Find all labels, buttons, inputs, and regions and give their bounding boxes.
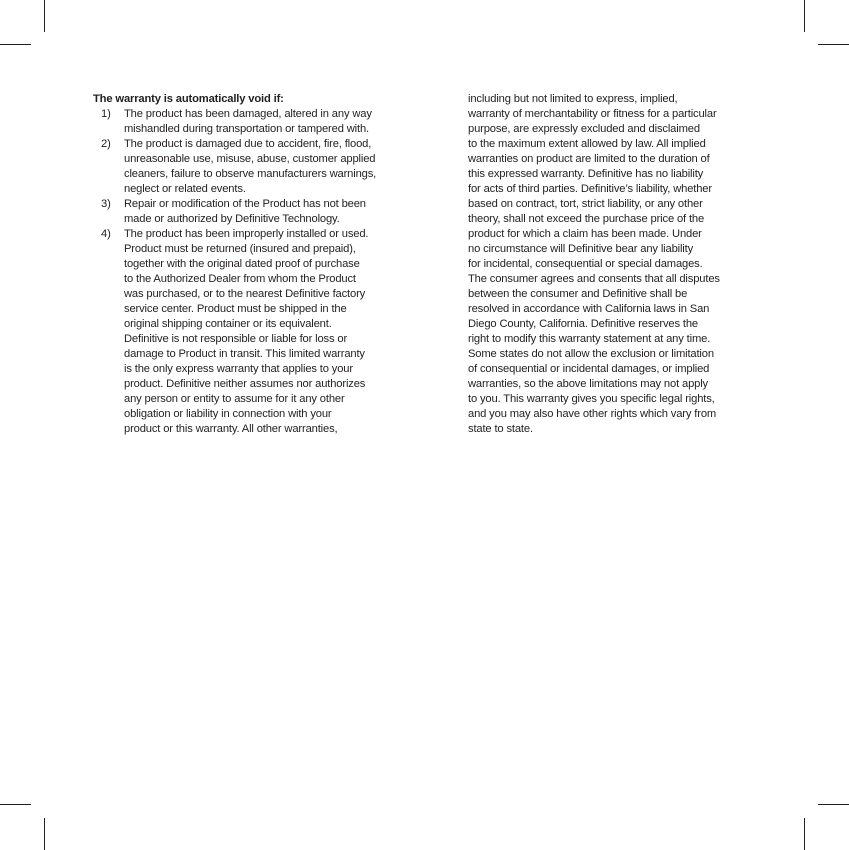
void-condition-text-line: product. Definitive neither assumes nor authorizes bbox=[124, 378, 366, 390]
void-conditions-list bbox=[93, 107, 413, 437]
void-condition-number: 1) bbox=[101, 108, 111, 120]
void-condition-number: 4) bbox=[101, 228, 111, 240]
crop-mark-top-right-vertical bbox=[804, 0, 805, 32]
void-condition-item bbox=[93, 137, 413, 197]
disclaimer-text-line: warranties on product are limited to the duration of bbox=[468, 153, 710, 165]
void-condition-item bbox=[93, 227, 413, 437]
disclaimer-text-line: between the consumer and Definitive shall be bbox=[468, 288, 688, 300]
crop-mark-bottom-right-horizontal bbox=[818, 804, 849, 805]
void-condition-text-line: unreasonable use, misuse, abuse, customer applied bbox=[124, 153, 376, 165]
void-condition-text-line: made or authorized by Definitive Technology. bbox=[124, 213, 340, 225]
void-condition-text-line: any person or entity to assume for it any other bbox=[124, 393, 345, 405]
disclaimer-text-line: based on contract, tort, strict liability, or any other bbox=[468, 198, 703, 210]
disclaimer-text-line: including but not limited to express, implied, bbox=[468, 93, 678, 105]
disclaimer-text-line: product for which a claim has been made. Under bbox=[468, 228, 702, 240]
disclaimer-text-line: The consumer agrees and consents that all disputes bbox=[468, 273, 720, 285]
crop-mark-bottom-left-vertical bbox=[44, 818, 45, 850]
void-condition-text-line: obligation or liability in connection with your bbox=[124, 408, 332, 420]
warranty-void-conditions bbox=[93, 92, 413, 437]
crop-mark-top-right-horizontal bbox=[818, 44, 849, 45]
void-condition-number: 2) bbox=[101, 138, 111, 150]
void-condition-text-line: together with the original dated proof of purchase bbox=[124, 258, 360, 270]
disclaimer-text-line: warranty of merchantability or fitness for a particular bbox=[468, 108, 717, 120]
crop-mark-bottom-right-vertical bbox=[804, 818, 805, 850]
void-condition-item bbox=[93, 197, 413, 227]
disclaimer-text-line: to the maximum extent allowed by law. All implied bbox=[468, 138, 706, 150]
void-condition-text-line: to the Authorized Dealer from whom the Product bbox=[124, 273, 356, 285]
void-condition-text-line: The product has been damaged, altered in any way bbox=[124, 108, 372, 120]
disclaimer-text-line: and you may also have other rights which vary from bbox=[468, 408, 717, 420]
disclaimer-text-line: of consequential or incidental damages, or implied bbox=[468, 363, 710, 375]
disclaimer-text-line: Diego County, California. Definitive reserves the bbox=[468, 318, 698, 330]
void-condition-text-line: service center. Product must be shipped in the bbox=[124, 303, 347, 315]
void-condition-text-line: was purchased, or to the nearest Definitive factory bbox=[124, 288, 366, 300]
disclaimer-text-line: Some states do not allow the exclusion or limitation bbox=[468, 348, 714, 360]
void-condition-item bbox=[93, 107, 413, 137]
void-condition-text-line: cleaners, failure to observe manufacturers warnings, bbox=[124, 168, 377, 180]
void-condition-text-line: The product has been improperly installed or used. bbox=[124, 228, 369, 240]
disclaimer-text-line: theory, shall not exceed the purchase price of the bbox=[468, 213, 705, 225]
warranty-disclaimer-text bbox=[468, 92, 760, 437]
void-condition-text-line: damage to Product in transit. This limited warranty bbox=[124, 348, 365, 360]
crop-mark-top-left-horizontal bbox=[0, 44, 31, 45]
disclaimer-text-line: for acts of third parties. Definitive’s liability, whether bbox=[468, 183, 712, 195]
disclaimer-text-line: this expressed warranty. Definitive has no liability bbox=[468, 168, 704, 180]
void-condition-text-line: neglect or related events. bbox=[124, 183, 246, 195]
disclaimer-text-line: warranties, so the above limitations may not apply bbox=[468, 378, 708, 390]
crop-mark-bottom-left-horizontal bbox=[0, 804, 31, 805]
void-condition-number: 3) bbox=[101, 198, 111, 210]
void-condition-text-line: Product must be returned (insured and prepaid), bbox=[124, 243, 356, 255]
disclaimer-text-line: no circumstance will Definitive bear any liability bbox=[468, 243, 694, 255]
disclaimer-text-line: for incidental, consequential or special damages. bbox=[468, 258, 703, 270]
void-condition-text-line: original shipping container or its equivalent. bbox=[124, 318, 332, 330]
void-condition-text-line: product or this warranty. All other warranties, bbox=[124, 423, 338, 435]
disclaimer-text-line: resolved in accordance with California laws in San bbox=[468, 303, 710, 315]
warranty-void-heading: The warranty is automatically void if: bbox=[93, 93, 284, 105]
crop-mark-top-left-vertical bbox=[44, 0, 45, 32]
void-condition-text-line: The product is damaged due to accident, fire, flood, bbox=[124, 138, 372, 150]
void-condition-text-line: Definitive is not responsible or liable for loss or bbox=[124, 333, 348, 345]
void-condition-text-line: is the only express warranty that applies to your bbox=[124, 363, 353, 375]
disclaimer-text-line: right to modify this warranty statement at any time. bbox=[468, 333, 711, 345]
void-condition-text-line: mishandled during transportation or tampered with. bbox=[124, 123, 369, 135]
disclaimer-text-line: state to state. bbox=[468, 423, 533, 435]
void-condition-text-line: Repair or modification of the Product has not been bbox=[124, 198, 366, 210]
disclaimer-text-line: purpose, are expressly excluded and disclaimed bbox=[468, 123, 700, 135]
disclaimer-text-line: to you. This warranty gives you specific legal rights, bbox=[468, 393, 715, 405]
